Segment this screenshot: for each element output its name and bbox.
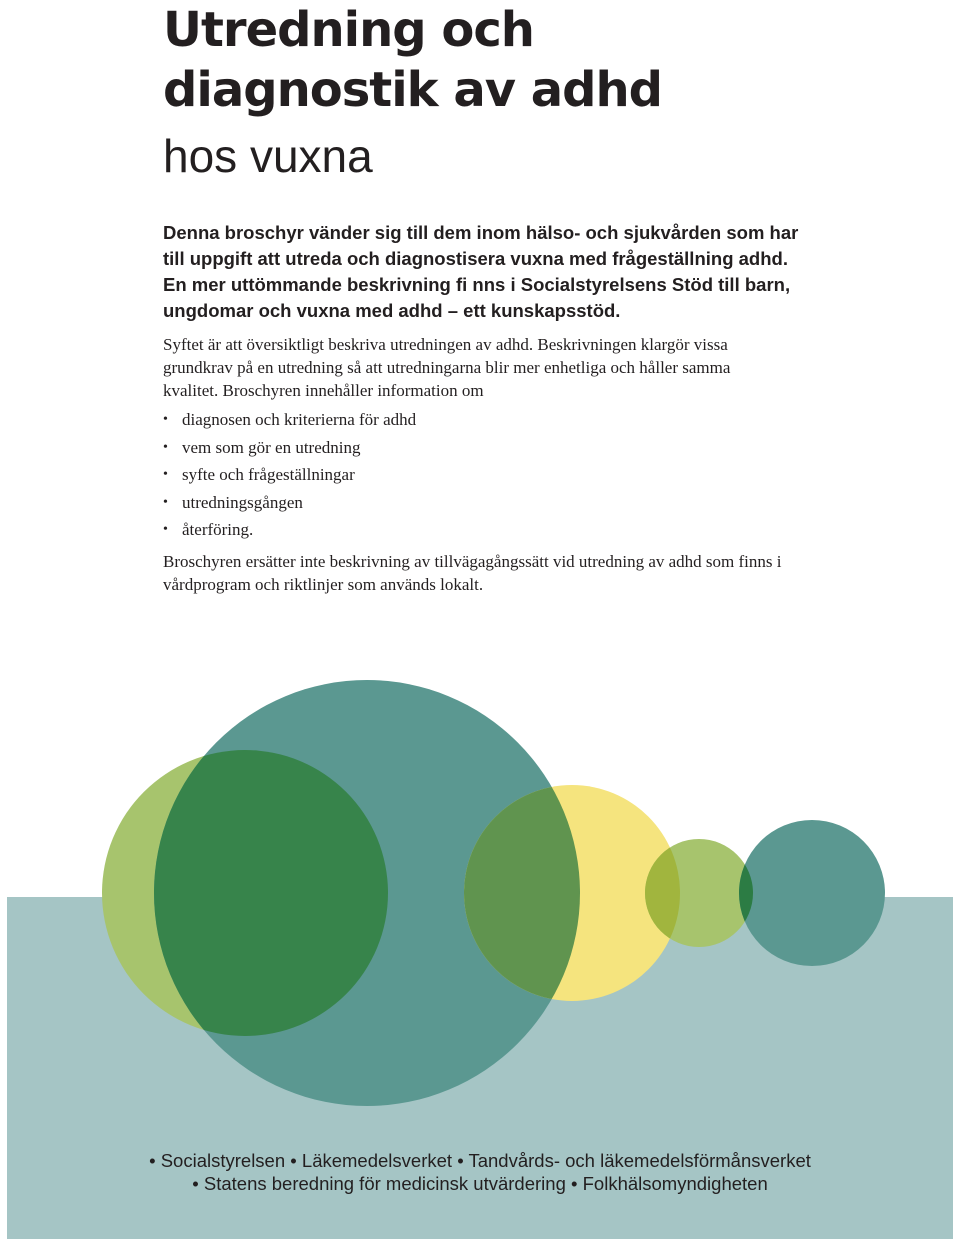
bullet-icon: •	[163, 439, 168, 455]
list-item-text: syfte och frågeställningar	[182, 465, 355, 484]
footer-org: Tandvårds- och läkemedelsförmånsverket	[468, 1150, 811, 1171]
circle-teal-small	[739, 820, 885, 966]
intro-paragraph: Syftet är att översiktligt beskriva utredningen av adhd. Beskrivningen klargör vissa grundkrav på en utredning så att utredningarna blir mer enhetliga och håller samma kvalitet. Broschyren innehåller information om	[163, 335, 731, 400]
footer-row-1	[0, 1149, 960, 1172]
footer-org: Läkemedelsverket	[301, 1150, 453, 1171]
title-line-2: diagnostik av adhd	[163, 62, 662, 118]
publisher-footer	[0, 1149, 960, 1195]
footer-bullet-icon: •	[290, 1150, 297, 1171]
footer-org: Folkhälsomyndigheten	[582, 1173, 768, 1194]
list-item-text: diagnosen och kriterierna för adhd	[182, 410, 417, 429]
list-item-text: utredningsgången	[182, 492, 303, 512]
footer-bullet-icon: •	[457, 1150, 464, 1171]
footer-bullet-icon: •	[192, 1173, 199, 1194]
bullet-icon: •	[163, 412, 168, 427]
closing-paragraph: Broschyren ersätter inte beskrivning av tillvägagångssätt vid utredning av adhd som finns i vårdprogram och riktlinjer som används lokalt.	[163, 551, 782, 594]
footer-org: Statens beredning för medicinsk utvärdering	[203, 1173, 566, 1194]
footer-bullet-icon: •	[571, 1173, 578, 1194]
bullet-icon: •	[163, 494, 168, 510]
bullet-icon: •	[163, 467, 168, 482]
list-item-text: vem som gör en utredning	[182, 437, 361, 457]
footer-org: Socialstyrelsen	[160, 1150, 286, 1171]
list-item-text: återföring.	[182, 520, 254, 539]
bullet-icon: •	[163, 522, 168, 537]
lead-paragraph: Denna broschyr vänder sig till dem inom hälso- och sjukvården som har till uppgift att utreda och diagnostisera vuxna med frågeställning adhd. En mer uttömmande beskrivning fi nns i Socialstyrelsens Stöd till barn, ungdomar och vuxna med adhd – ett kunskapsstöd.	[163, 222, 799, 321]
page-subtitle: hos vuxna	[163, 130, 373, 182]
footer-bullet-icon: •	[149, 1150, 156, 1171]
title-line-1: Utredning och	[163, 2, 534, 58]
footer-row-2	[0, 1172, 960, 1195]
